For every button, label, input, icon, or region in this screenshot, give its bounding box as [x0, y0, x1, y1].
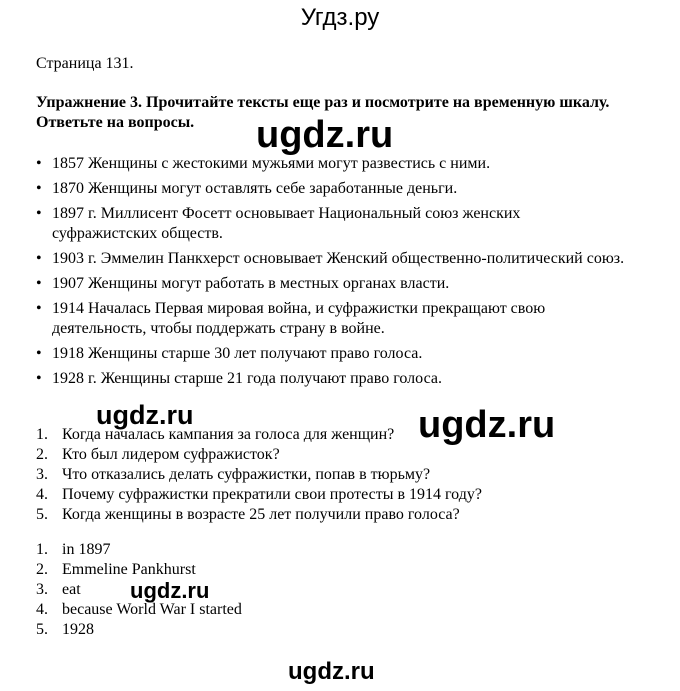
- answer-text: Emmeline Pankhurst: [62, 561, 196, 578]
- answer-number: 3.: [36, 581, 48, 598]
- answer-item: [36, 620, 436, 640]
- watermark: ugdz.ru: [96, 400, 194, 430]
- site-header-title: Угдз.ру: [300, 4, 380, 31]
- answer-item: [36, 540, 436, 560]
- question-number: 1.: [36, 426, 48, 443]
- question-number: 4.: [36, 486, 48, 503]
- timeline-item: • 1918 Женщины старше 30 лет получают право голоса.: [36, 344, 626, 364]
- question-text: Что отказались делать суфражистки, попав в тюрьму?: [62, 466, 431, 483]
- answer-text: in 1897: [62, 541, 111, 558]
- answer-text: eat: [62, 581, 81, 598]
- answer-item: [36, 600, 436, 620]
- question-item: [36, 465, 626, 485]
- question-number: 3.: [36, 466, 48, 483]
- question-number: 5.: [36, 506, 48, 523]
- timeline-item: • 1857 Женщины с жестокими мужьями могут развестись с ними.: [36, 154, 626, 174]
- timeline-item: • 1907 Женщины могут работать в местных органах власти.: [36, 274, 626, 294]
- question-text: Кто был лидером суфражисток?: [62, 446, 280, 463]
- answer-text: 1928: [62, 621, 94, 638]
- question-text: Почему суфражистки прекратили свои протесты в 1914 году?: [62, 486, 482, 503]
- timeline-item: • 1914 Началась Первая мировая война, и суфражистки прекращают свою деятельность, чтобы поддержать страну в войне.: [36, 299, 626, 339]
- timeline-item: • 1870 Женщины могут оставлять себе заработанные деньги.: [36, 179, 626, 199]
- timeline-item: • 1897 г. Миллисент Фосетт основывает Национальный союз женских суфражистских обществ.: [36, 204, 626, 244]
- timeline-item: • 1903 г. Эммелин Панкхерст основывает Женский общественно-политический союз.: [36, 249, 626, 269]
- question-item: [36, 505, 626, 525]
- timeline-list: [36, 154, 626, 394]
- watermark: ugdz.ru: [418, 404, 556, 446]
- watermark: ugdz.ru: [256, 114, 394, 156]
- answers-list: [36, 540, 436, 640]
- question-item: [36, 485, 626, 505]
- watermark: ugdz.ru: [288, 658, 375, 685]
- question-item: [36, 445, 626, 465]
- question-number: 2.: [36, 446, 48, 463]
- question-text: Когда началась кампания за голоса для женщин?: [62, 426, 395, 443]
- watermark: ugdz.ru: [130, 578, 210, 603]
- exercise-title: Упражнение 3. Прочитайте тексты еще раз и посмотрите на временную шкалу. Ответьте на вопросы.: [36, 94, 610, 131]
- answer-item: [36, 560, 436, 580]
- answer-number: 2.: [36, 561, 48, 578]
- timeline-item: • 1928 г. Женщины старше 21 года получают право голоса.: [36, 369, 626, 389]
- question-text: Когда женщины в возрасте 25 лет получили право голоса?: [62, 506, 460, 523]
- answer-number: 5.: [36, 621, 48, 638]
- answer-number: 4.: [36, 601, 48, 618]
- answer-number: 1.: [36, 541, 48, 558]
- page-label: Страница 131.: [36, 55, 134, 72]
- answer-item: [36, 578, 436, 603]
- answer-text: because World War I started: [62, 601, 242, 618]
